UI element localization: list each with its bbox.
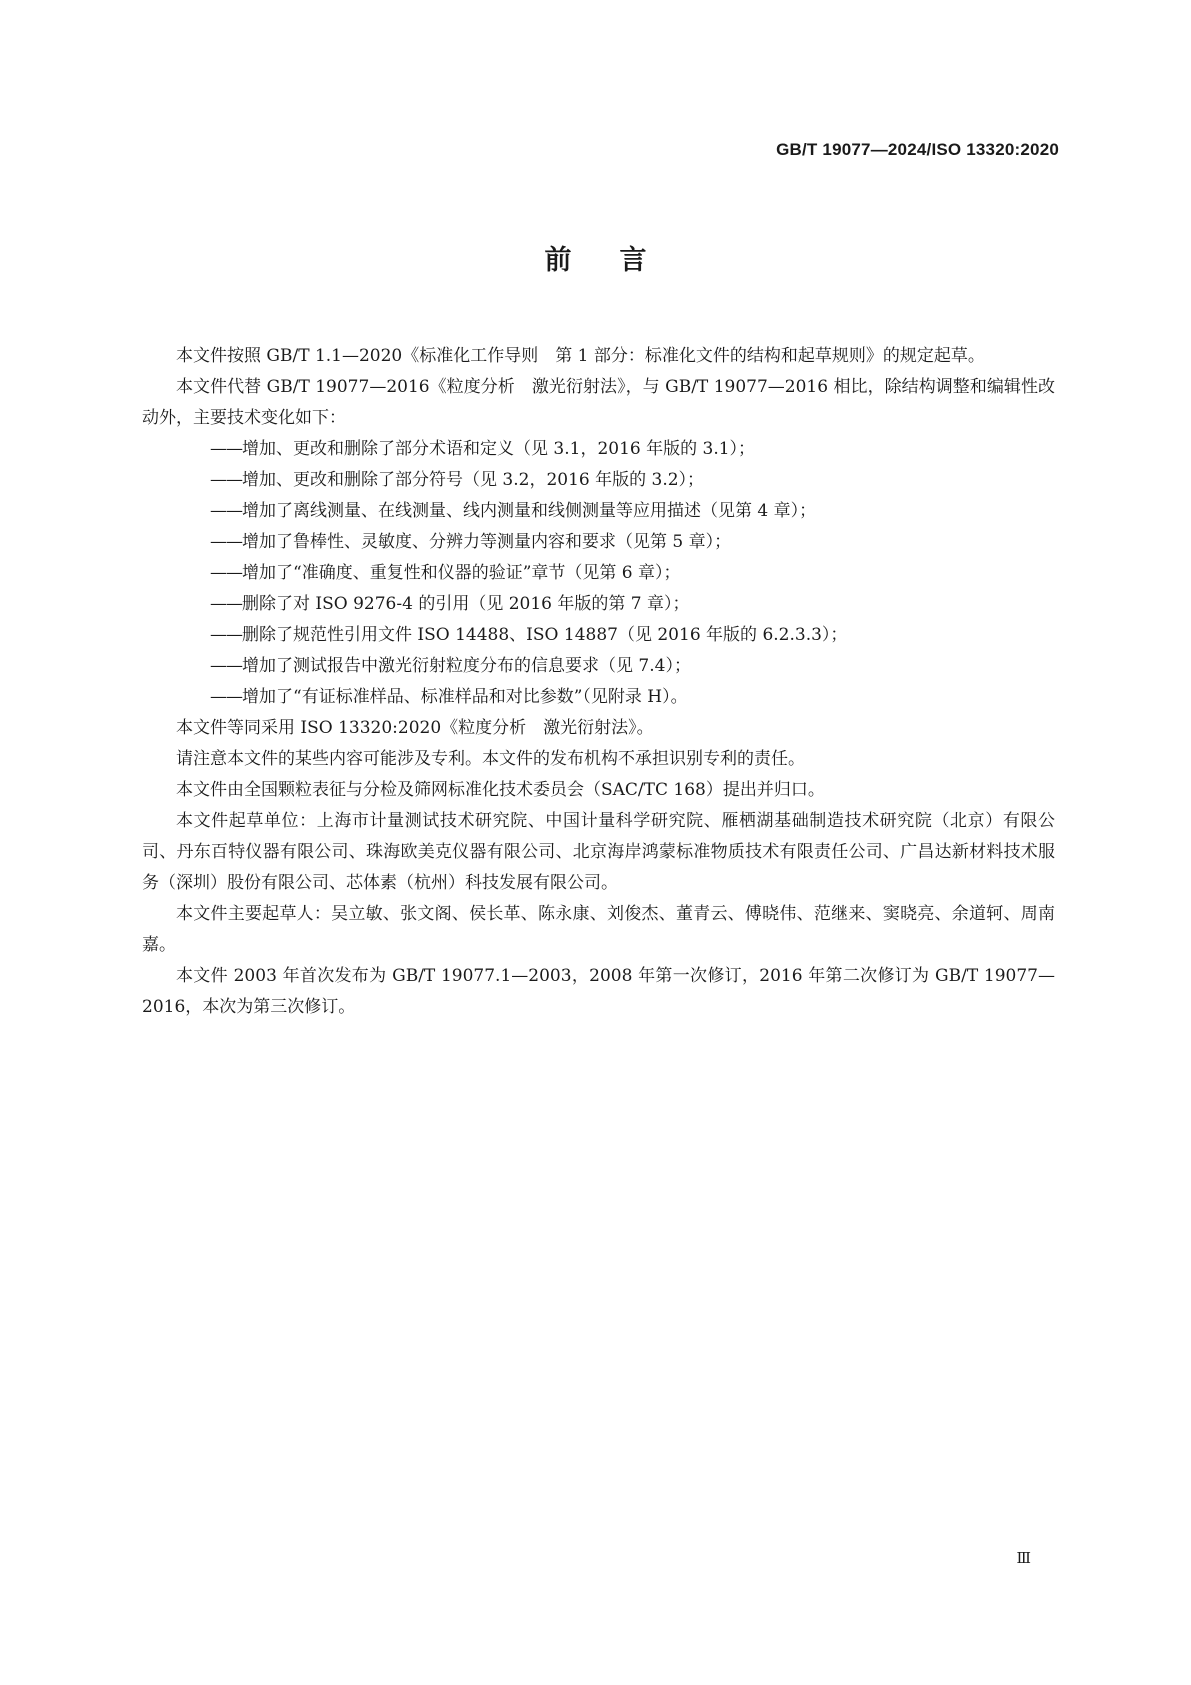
list-item-text: 增加了离线测量、在线测量、线内测量和线侧测量等应用描述（见第 4 章）；	[242, 501, 817, 521]
paragraph-history: 本文件 2003 年首次发布为 GB/T 19077.1—2003，2008 年第一次修订，2016 年第二次修订为 GB/T 19077—2016，本次为第三次修订。	[142, 966, 1055, 1017]
list-item	[142, 589, 1055, 620]
list-item-text: 删除了规范性引用文件 ISO 14488、ISO 14887（见 2016 年版的 6.2.3.3）；	[242, 625, 848, 645]
list-dash: ——	[210, 563, 242, 583]
page-title: 前言	[544, 245, 695, 276]
list-item-text: 增加了测试报告中激光衍射粒度分布的信息要求（见 7.4）；	[242, 656, 691, 676]
paragraph-drafting-basis: 本文件按照 GB/T 1.1—2020《标准化工作导则 第 1 部分：标准化文件的结构和起草规则》的规定起草。	[176, 346, 985, 366]
paragraph-patent-notice: 请注意本文件的某些内容可能涉及专利。本文件的发布机构不承担识别专利的责任。	[176, 749, 805, 769]
list-item-text: 增加、更改和删除了部分符号（见 3.2，2016 年版的 3.2）；	[242, 470, 705, 490]
list-dash: ——	[210, 594, 242, 614]
page-number: Ⅲ	[1016, 1549, 1031, 1567]
list-item-text: 删除了对 ISO 9276-4 的引用（见 2016 年版的第 7 章）；	[242, 594, 690, 614]
paragraph-replacement: 本文件代替 GB/T 19077—2016《粒度分析 激光衍射法》，与 GB/T 19077—2016 相比，除结构调整和编辑性改动外，主要技术变化如下：	[142, 377, 1055, 428]
document-body	[142, 341, 1055, 1023]
list-item-text: 增加了鲁棒性、灵敏度、分辨力等测量内容和要求（见第 5 章）；	[242, 532, 732, 552]
list-dash: ——	[210, 625, 242, 645]
list-item	[142, 434, 1055, 465]
list-dash: ——	[210, 687, 242, 707]
list-dash: ——	[210, 501, 242, 521]
changes-list	[142, 434, 1055, 713]
list-item	[142, 620, 1055, 651]
list-item	[142, 558, 1055, 589]
paragraph-proposer: 本文件由全国颗粒表征与分检及筛网标准化技术委员会（SAC/TC 168）提出并归口。	[176, 780, 825, 800]
list-item-text: 增加了“准确度、重复性和仪器的验证”章节（见第 6 章）；	[242, 563, 681, 583]
list-item	[142, 682, 1055, 713]
list-dash: ——	[210, 470, 242, 490]
paragraph-drafting-units: 本文件起草单位：上海市计量测试技术研究院、中国计量科学研究院、雁栖湖基础制造技术研究院（北京）有限公司、丹东百特仪器有限公司、珠海欧美克仪器有限公司、北京海岸鸿蒙标准物质技术有限责任公司、广昌达新材料技术服务（深圳）股份有限公司、芯体素（杭州）科技发展有限公司。	[142, 811, 1055, 893]
list-dash: ——	[210, 656, 242, 676]
list-item-text: 增加、更改和删除了部分术语和定义（见 3.1，2016 年版的 3.1）；	[242, 439, 756, 459]
paragraph-drafters: 本文件主要起草人：吴立敏、张文阁、侯长革、陈永康、刘俊杰、董青云、傅晓伟、范继来、窦晓亮、余道轲、周南嘉。	[142, 904, 1055, 955]
list-dash: ——	[210, 532, 242, 552]
list-item-text: 增加了“有证标准样品、标准样品和对比参数”（见附录 H）。	[242, 687, 688, 707]
list-dash: ——	[210, 439, 242, 459]
paragraph-adoption: 本文件等同采用 ISO 13320:2020《粒度分析 激光衍射法》。	[176, 718, 654, 738]
list-item	[142, 527, 1055, 558]
list-item	[142, 465, 1055, 496]
list-item	[142, 651, 1055, 682]
standard-code: GB/T 19077—2024/ISO 13320:2020	[776, 140, 1059, 159]
list-item	[142, 496, 1055, 527]
